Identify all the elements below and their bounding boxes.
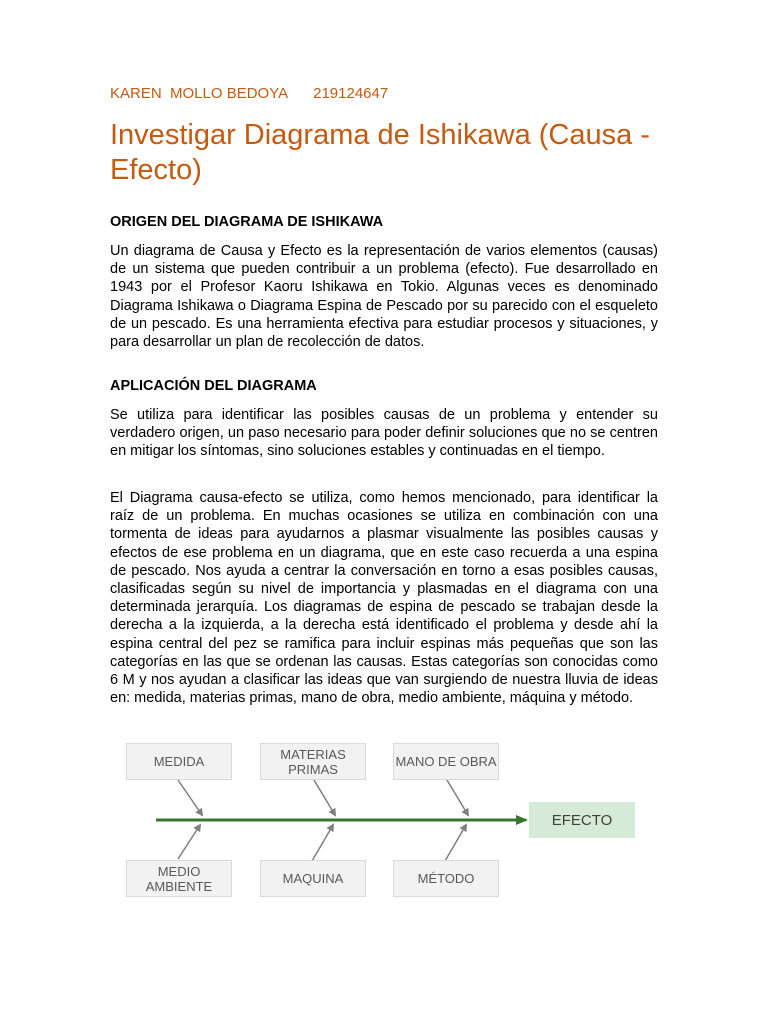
student-id: 219124647: [313, 85, 389, 102]
author-line: [110, 85, 413, 102]
cause-box-materias-primas: MATERIAS PRIMAS: [260, 743, 366, 780]
ishikawa-diagram: [120, 735, 650, 905]
cause-arrow-medio-ambiente: [178, 825, 200, 859]
origin-heading: ORIGEN DEL DIAGRAMA DE ISHIKAWA: [110, 214, 384, 230]
effect-box: EFECTO: [529, 802, 635, 838]
application-paragraph-2: El Diagrama causa-efecto se utiliza, como hemos mencionado, para identificar la raíz de un problema. En muchas ocasiones se utiliza en combinación con una tormenta de ideas para ayudarnos a plasmar visualmente las posibles causas y efectos de ese problema en un diagrama, que en este caso recuerda a una espina de pescado. Nos ayuda a centrar la conversación en torno a esas posibles causas, clasificadas según su nivel de importancia y plasmadas en el diagrama con una determinada jerarquía. Los diagramas de espina de pescado se trabajan desde la derecha a la izquierda, a la derecha está identificado el problema y desde ahí la espina central del pez se ramifica para incluir espinas más pequeñas que son las categorías en las que se ordenan las causas. Estas categorías son conocidas como 6 M y nos ayudan a clasificar las ideas que van surgiendo de nuestra lluvia de ideas en: medida, materias primas, mano de obra, medio ambiente, máquina y método.: [110, 490, 658, 707]
cause-box-medida: MEDIDA: [126, 743, 232, 780]
application-paragraph-1: Se utiliza para identificar las posibles causas de un problema y entender su verdadero origen, un paso necesario para poder definir soluciones que no se centren en mitigar los síntomas, sino soluciones estables y continuadas en el tiempo.: [110, 407, 658, 460]
cause-box-medio-ambiente: MEDIO AMBIENTE: [126, 860, 232, 897]
author-name: KAREN MOLLO BEDOYA: [110, 85, 289, 102]
cause-box-mano-de-obra: MANO DE OBRA: [393, 743, 499, 780]
origin-paragraph: Un diagrama de Causa y Efecto es la representación de varios elementos (causas) de un sistema que pueden contribuir a un problema (efecto). Fue desarrollado en 1943 por el Profesor Kaoru Ishikawa en Tokio. Algunas veces es denominado Diagrama Ishikawa o Diagrama Espina de Pescado por su parecido con el esqueleto de un pescado. Es una herramienta efectiva para estudiar procesos y situaciones, y para desarrollar un plan de recolección de datos.: [110, 243, 658, 351]
cause-arrow-maquina: [312, 825, 333, 861]
cause-arrow-medida: [178, 780, 202, 815]
cause-arrow-materias-primas: [314, 780, 335, 815]
application-heading: APLICACIÓN DEL DIAGRAMA: [110, 378, 317, 394]
cause-box-maquina: MAQUINA: [260, 860, 366, 897]
cause-box-metodo: MÉTODO: [393, 860, 499, 897]
cause-arrow-metodo: [445, 825, 466, 861]
cause-arrow-mano-de-obra: [447, 780, 468, 815]
document-title: Investigar Diagrama de Ishikawa (Causa - Efecto): [110, 119, 650, 186]
